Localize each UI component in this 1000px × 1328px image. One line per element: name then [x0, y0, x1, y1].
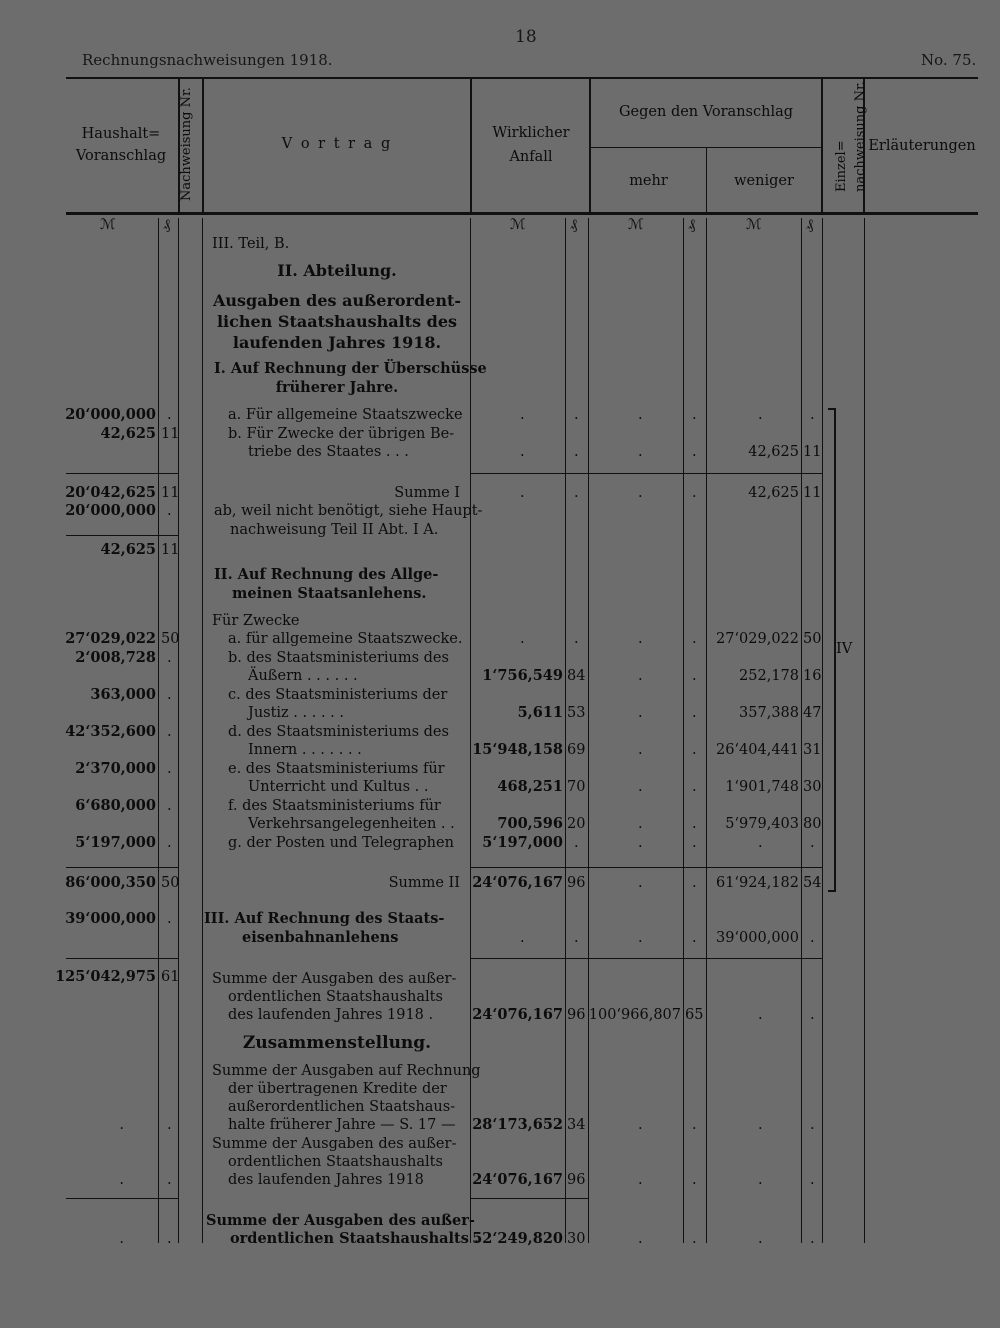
zus-1-line-4: halte früherer Jahre — S. 17 —	[228, 1117, 456, 1133]
sum-rule	[470, 1198, 588, 1199]
vor-1b: 42,625	[100, 425, 156, 442]
wen-sa-pf-dot: .	[810, 1007, 815, 1023]
vor-sum1: 20‘042,625	[65, 484, 156, 501]
vor-2g: 5‘197,000	[75, 834, 156, 851]
anf-s1-dot: .	[520, 485, 525, 501]
summe-1-label: Summe I	[394, 485, 460, 501]
vor-zus1-pf-dot: .	[167, 1117, 172, 1133]
vor-3-pf: .	[167, 911, 172, 927]
wen-sum1: 42,625	[748, 485, 799, 501]
unit-pf: ₰	[570, 217, 578, 233]
unit-mark: ℳ	[746, 217, 762, 233]
section3-heading-2: eisenbahnanlehens	[242, 929, 399, 946]
mehr-dot: .	[638, 705, 643, 721]
zus-1-line-1: Summe der Ausgaben auf Rechnung	[212, 1063, 481, 1079]
mehr-dot: .	[638, 742, 643, 758]
page-number: 18	[515, 27, 537, 47]
wen-2g-dot: .	[758, 835, 763, 851]
sum-ausgaben-2: ordentlichen Staatshaushalts	[228, 989, 443, 1005]
wen-2b-pf: 16	[803, 668, 822, 684]
anf-2f-pf: 20	[567, 816, 586, 832]
anf-sum2: 24‘076,167	[472, 874, 563, 891]
mehr-dot: .	[638, 1231, 643, 1247]
wen-sum2: 61‘924,182	[715, 875, 799, 891]
ab-note-1: ab, weil nicht benötigt, siehe Haupt-	[214, 503, 483, 519]
ausgaben-heading-1: Ausgaben des außerordent-	[212, 291, 462, 310]
sum-ausgaben-3: des laufenden Jahres 1918 .	[228, 1007, 434, 1023]
unit-pf: ₰	[806, 217, 814, 233]
item-2d-2: Innern . . . . . . .	[248, 742, 362, 758]
vor-3: 39‘000,000	[65, 910, 156, 927]
anf-2b-pf: 84	[567, 668, 586, 684]
section2-heading-2: meinen Staatsanlehens.	[232, 585, 427, 602]
item-2f-1: f. des Staatsministeriums für	[228, 798, 441, 814]
abteilung-heading: II. Abteilung.	[277, 261, 397, 280]
vor-sum1-pf: 11	[161, 485, 180, 501]
anf-1a-dot: .	[520, 407, 525, 423]
mehr-pf-dot: .	[692, 485, 697, 501]
pf-rule	[158, 218, 159, 1243]
sum-rule	[470, 867, 822, 868]
vor-2f-pf: .	[167, 798, 172, 814]
wen-2e: 1‘901,748	[725, 779, 799, 795]
zus-2-line-2: ordentlichen Staatshaushalts	[228, 1154, 443, 1170]
wen-zt-dot: .	[758, 1231, 763, 1247]
wen-1a-pf-dot: .	[810, 407, 815, 423]
anf-s1-pf-dot: .	[574, 485, 579, 501]
item-1b-2: triebe des Staates . . .	[248, 444, 409, 460]
mehr-dot: .	[638, 1117, 643, 1133]
wen-sum1-pf: 11	[803, 485, 822, 501]
header-nachweisung: Nachweisung Nr.	[179, 87, 194, 201]
anf-2a-pf-dot: .	[574, 631, 579, 647]
einzel-nr-iv: IV	[836, 641, 853, 657]
sum-rule	[66, 473, 178, 474]
pf-rule	[801, 218, 802, 1243]
vor-2a: 27‘029,022	[65, 630, 156, 647]
item-2b-2: Äußern . . . . . .	[248, 668, 358, 684]
zus-total-line-1: Summe der Ausgaben des außer-	[206, 1212, 475, 1229]
vor-1b-pf: 11	[161, 426, 180, 442]
section2-heading-1: II. Auf Rechnung des Allge-	[214, 566, 439, 583]
vor-1a-pf: .	[167, 407, 172, 423]
anf-zus1: 28‘173,652	[472, 1116, 563, 1133]
document-number: No. 75.	[921, 51, 977, 69]
header-haushalt-1: Haushalt=	[81, 126, 161, 142]
mehr-pf-dot: .	[692, 1231, 697, 1247]
header-mehr: mehr	[629, 173, 668, 189]
item-1b-1: b. Für Zwecke der übrigen Be-	[228, 426, 455, 442]
teil-label: III. Teil, B.	[212, 236, 290, 252]
zus-1-line-2: der übertragenen Kredite der	[228, 1081, 447, 1097]
vor-sum-ausgaben-pf: 61	[161, 969, 180, 985]
wen-3-pf: .	[810, 930, 815, 946]
vor-2e: 2‘370,000	[75, 760, 156, 777]
mehr-pf-dot: .	[692, 1172, 697, 1188]
mehr-dot: .	[638, 631, 643, 647]
section3-heading-1: III. Auf Rechnung des Staats-	[204, 910, 445, 927]
vor-2f: 6‘680,000	[75, 797, 156, 814]
header-haushalt-2: Voranschlag	[75, 148, 167, 164]
vor-rest-pf: 11	[161, 542, 180, 558]
item-2c-2: Justiz . . . . . .	[248, 705, 345, 721]
header-einzel-1: Einzel=	[834, 140, 849, 192]
item-2g: g. der Posten und Telegraphen	[228, 835, 454, 851]
anf-sum-ausgaben: 24‘076,167	[472, 1006, 563, 1023]
anf-2g-pf: .	[574, 835, 579, 851]
anf-total: 52‘249,820	[472, 1230, 563, 1247]
vor-2e-pf: .	[167, 761, 172, 777]
section1-heading-2: früherer Jahre.	[275, 379, 399, 396]
unit-mark: ℳ	[510, 217, 526, 233]
mehr-pf-dot: .	[692, 930, 697, 946]
vor-2d: 42‘352,600	[65, 723, 156, 740]
unit-pf: ₰	[688, 217, 696, 233]
wen-zt-pf-dot: .	[810, 1231, 815, 1247]
mehr-dot: .	[638, 668, 643, 684]
sum-rule	[66, 535, 178, 536]
anf-2a-dot: .	[520, 631, 525, 647]
zusammenstellung-heading: Zusammenstellung.	[242, 1033, 432, 1053]
mehr-dot: .	[638, 485, 643, 501]
anf-1b-pf-dot: .	[574, 444, 579, 460]
wen-2c-pf: 47	[803, 705, 822, 721]
sum-rule	[66, 1198, 178, 1199]
anf-2c: 5,611	[517, 704, 563, 721]
anf-3-dot: .	[520, 930, 525, 946]
anf-1b-dot: .	[520, 444, 525, 460]
col-rule	[822, 218, 823, 1243]
vor-ab: 20‘000,000	[65, 502, 156, 519]
zus-1-line-3: außerordentlichen Staatshaus-	[228, 1099, 456, 1115]
header-wirklicher-2: Anfall	[509, 149, 553, 165]
mehr-dot: .	[638, 930, 643, 946]
vor-2d-pf: .	[167, 724, 172, 740]
anf-zus1-pf: 34	[567, 1117, 586, 1133]
wen-2d: 26‘404,441	[715, 742, 799, 758]
mehr-dot: .	[638, 835, 643, 851]
mehr-dot: .	[638, 875, 643, 891]
mehr-dot: .	[638, 816, 643, 832]
vor-2b: 2‘008,728	[75, 649, 156, 666]
header-einzel-2: nachweisung Nr.	[853, 81, 868, 192]
anf-total-pf: 30	[567, 1231, 586, 1247]
vor-1a: 20‘000,000	[65, 406, 156, 423]
mehr-pf-dot: .	[692, 816, 697, 832]
anf-2d: 15‘948,158	[472, 741, 563, 758]
mehr-pf-dot: .	[692, 875, 697, 891]
zus-2-line-3: des laufenden Jahres 1918	[228, 1172, 424, 1188]
wen-2f: 5‘979,403	[725, 816, 799, 832]
mehr-pf-dot: .	[692, 668, 697, 684]
unit-mark: ℳ	[628, 217, 644, 233]
vor-zus2-pf-dot: .	[167, 1172, 172, 1188]
wen-3: 39‘000,000	[715, 930, 799, 946]
item-2d-1: d. des Staatsministeriums des	[228, 724, 449, 740]
vor-zus2-dot: .	[119, 1172, 124, 1188]
sum-rule	[66, 867, 178, 868]
col-rule	[470, 78, 472, 215]
item-2c-1: c. des Staatsministeriums der	[228, 687, 448, 703]
wen-2c: 357,388	[739, 705, 799, 721]
header-vortrag: V o r t r a g	[281, 136, 393, 152]
vor-2g-pf: .	[167, 835, 172, 851]
mehr-pf-dot: .	[692, 407, 697, 423]
mehr-dot: .	[638, 407, 643, 423]
fuer-zwecke: Für Zwecke	[212, 613, 300, 629]
ab-note-2: nachweisung Teil II Abt. I A.	[230, 522, 439, 538]
col-rule	[589, 78, 591, 215]
wen-2f-pf: 80	[803, 816, 822, 832]
mehr-dot: .	[638, 1172, 643, 1188]
col-rule	[202, 218, 203, 1243]
wen-z2-dot: .	[758, 1172, 763, 1188]
vor-total-pf-dot: .	[167, 1231, 172, 1247]
vor-2a-pf: 50	[161, 631, 180, 647]
einzel-bracket	[828, 408, 836, 892]
zus-2-line-1: Summe der Ausgaben des außer-	[212, 1136, 457, 1152]
unit-mark: ℳ	[100, 217, 116, 233]
anf-zus2-pf: 96	[567, 1172, 586, 1188]
anf-2g: 5‘197,000	[482, 834, 563, 851]
anf-1a-pf-dot: .	[574, 407, 579, 423]
mehr-pf-dot: .	[692, 705, 697, 721]
sum-rule	[66, 958, 178, 959]
wen-2a-pf: 50	[803, 631, 822, 647]
vor-sum-ausgaben: 125‘042,975	[55, 968, 156, 985]
col-rule	[178, 218, 179, 1243]
anf-2e: 468,251	[497, 778, 563, 795]
mehr-pf-dot: .	[692, 1117, 697, 1133]
wen-z2-pf-dot: .	[810, 1172, 815, 1188]
mehr-sum-ausgaben: 100‘966,807	[588, 1007, 681, 1023]
sum-rule	[470, 958, 822, 959]
anf-zus2: 24‘076,167	[472, 1171, 563, 1188]
zus-total-line-2: ordentlichen Staatshaushalts .	[230, 1230, 479, 1247]
mehr-pf-dot: .	[692, 835, 697, 851]
header-weniger: weniger	[734, 173, 794, 189]
vor-sum2: 86‘000,350	[65, 874, 156, 891]
wen-1a-dot: .	[758, 407, 763, 423]
col-rule	[864, 218, 865, 1243]
pf-rule	[565, 218, 566, 1243]
anf-2b: 1‘756,549	[482, 667, 563, 684]
wen-2b: 252,178	[739, 668, 799, 684]
wen-2a: 27‘029,022	[715, 631, 799, 647]
vor-2c: 363,000	[90, 686, 156, 703]
item-2a: a. für allgemeine Staatszwecke.	[228, 631, 463, 647]
mehr-dot: .	[638, 779, 643, 795]
wen-2e-pf: 30	[803, 779, 822, 795]
ausgaben-heading-2: lichen Staatshaushalts des	[216, 312, 458, 331]
mehr-sum-ausgaben-pf: 65	[685, 1007, 704, 1023]
anf-2c-pf: 53	[567, 705, 586, 721]
wen-2g-pf-dot: .	[810, 835, 815, 851]
item-1a: a. Für allgemeine Staatszwecke	[228, 407, 463, 423]
vor-2b-pf: .	[167, 650, 172, 666]
section1-heading-1: I. Auf Rechnung der Überschüsse	[214, 360, 487, 377]
col-rule	[588, 218, 589, 1243]
unit-pf: ₰	[163, 217, 171, 233]
summe-2-label: Summe II	[388, 875, 460, 891]
anf-2d-pf: 69	[567, 742, 586, 758]
vor-ab-pf: .	[167, 503, 172, 519]
col-rule	[821, 78, 823, 215]
item-2b-1: b. des Staatsministeriums des	[228, 650, 449, 666]
anf-sum2-pf: 96	[567, 875, 586, 891]
col-rule	[706, 218, 707, 1243]
mehr-dot: .	[638, 444, 643, 460]
sum-ausgaben-1: Summe der Ausgaben des außer-	[212, 971, 457, 987]
ausgaben-heading-3: laufenden Jahres 1918.	[232, 333, 442, 352]
vor-total-dot: .	[119, 1231, 124, 1247]
mehr-pf-dot: .	[692, 779, 697, 795]
wen-2d-pf: 31	[803, 742, 822, 758]
anf-3-pf-dot: .	[574, 930, 579, 946]
vor-zus1-dot: .	[119, 1117, 124, 1133]
header-wirklicher-1: Wirklicher	[492, 125, 570, 141]
wen-1b: 42,625	[748, 444, 799, 460]
sum-rule	[470, 473, 822, 474]
wen-z1-pf-dot: .	[810, 1117, 815, 1133]
anf-2e-pf: 70	[567, 779, 586, 795]
anf-sum-ausgaben-pf: 96	[567, 1007, 586, 1023]
mehr-pf-dot: .	[692, 631, 697, 647]
wen-sum2-pf: 54	[803, 875, 822, 891]
header-gegen: Gegen den Voranschlag	[618, 104, 794, 120]
wen-1b-pf: 11	[803, 444, 822, 460]
header-erlaeuterungen: Erläuterungen	[868, 138, 976, 154]
mehr-pf-dot: .	[692, 444, 697, 460]
item-2e-1: e. des Staatsministeriums für	[228, 761, 445, 777]
mehr-pf-dot: .	[692, 742, 697, 758]
vor-rest: 42,625	[100, 541, 156, 558]
pf-rule	[683, 218, 684, 1243]
item-2e-2: Unterricht und Kultus . .	[248, 779, 429, 795]
vor-2c-pf: .	[167, 687, 172, 703]
anf-2f: 700,596	[497, 815, 563, 832]
page-title: Rechnungsnachweisungen 1918.	[82, 51, 333, 69]
vor-sum2-pf: 50	[161, 875, 180, 891]
item-2f-2: Verkehrsangelegenheiten . .	[248, 816, 455, 832]
wen-sa-dot: .	[758, 1007, 763, 1023]
wen-z1-dot: .	[758, 1117, 763, 1133]
